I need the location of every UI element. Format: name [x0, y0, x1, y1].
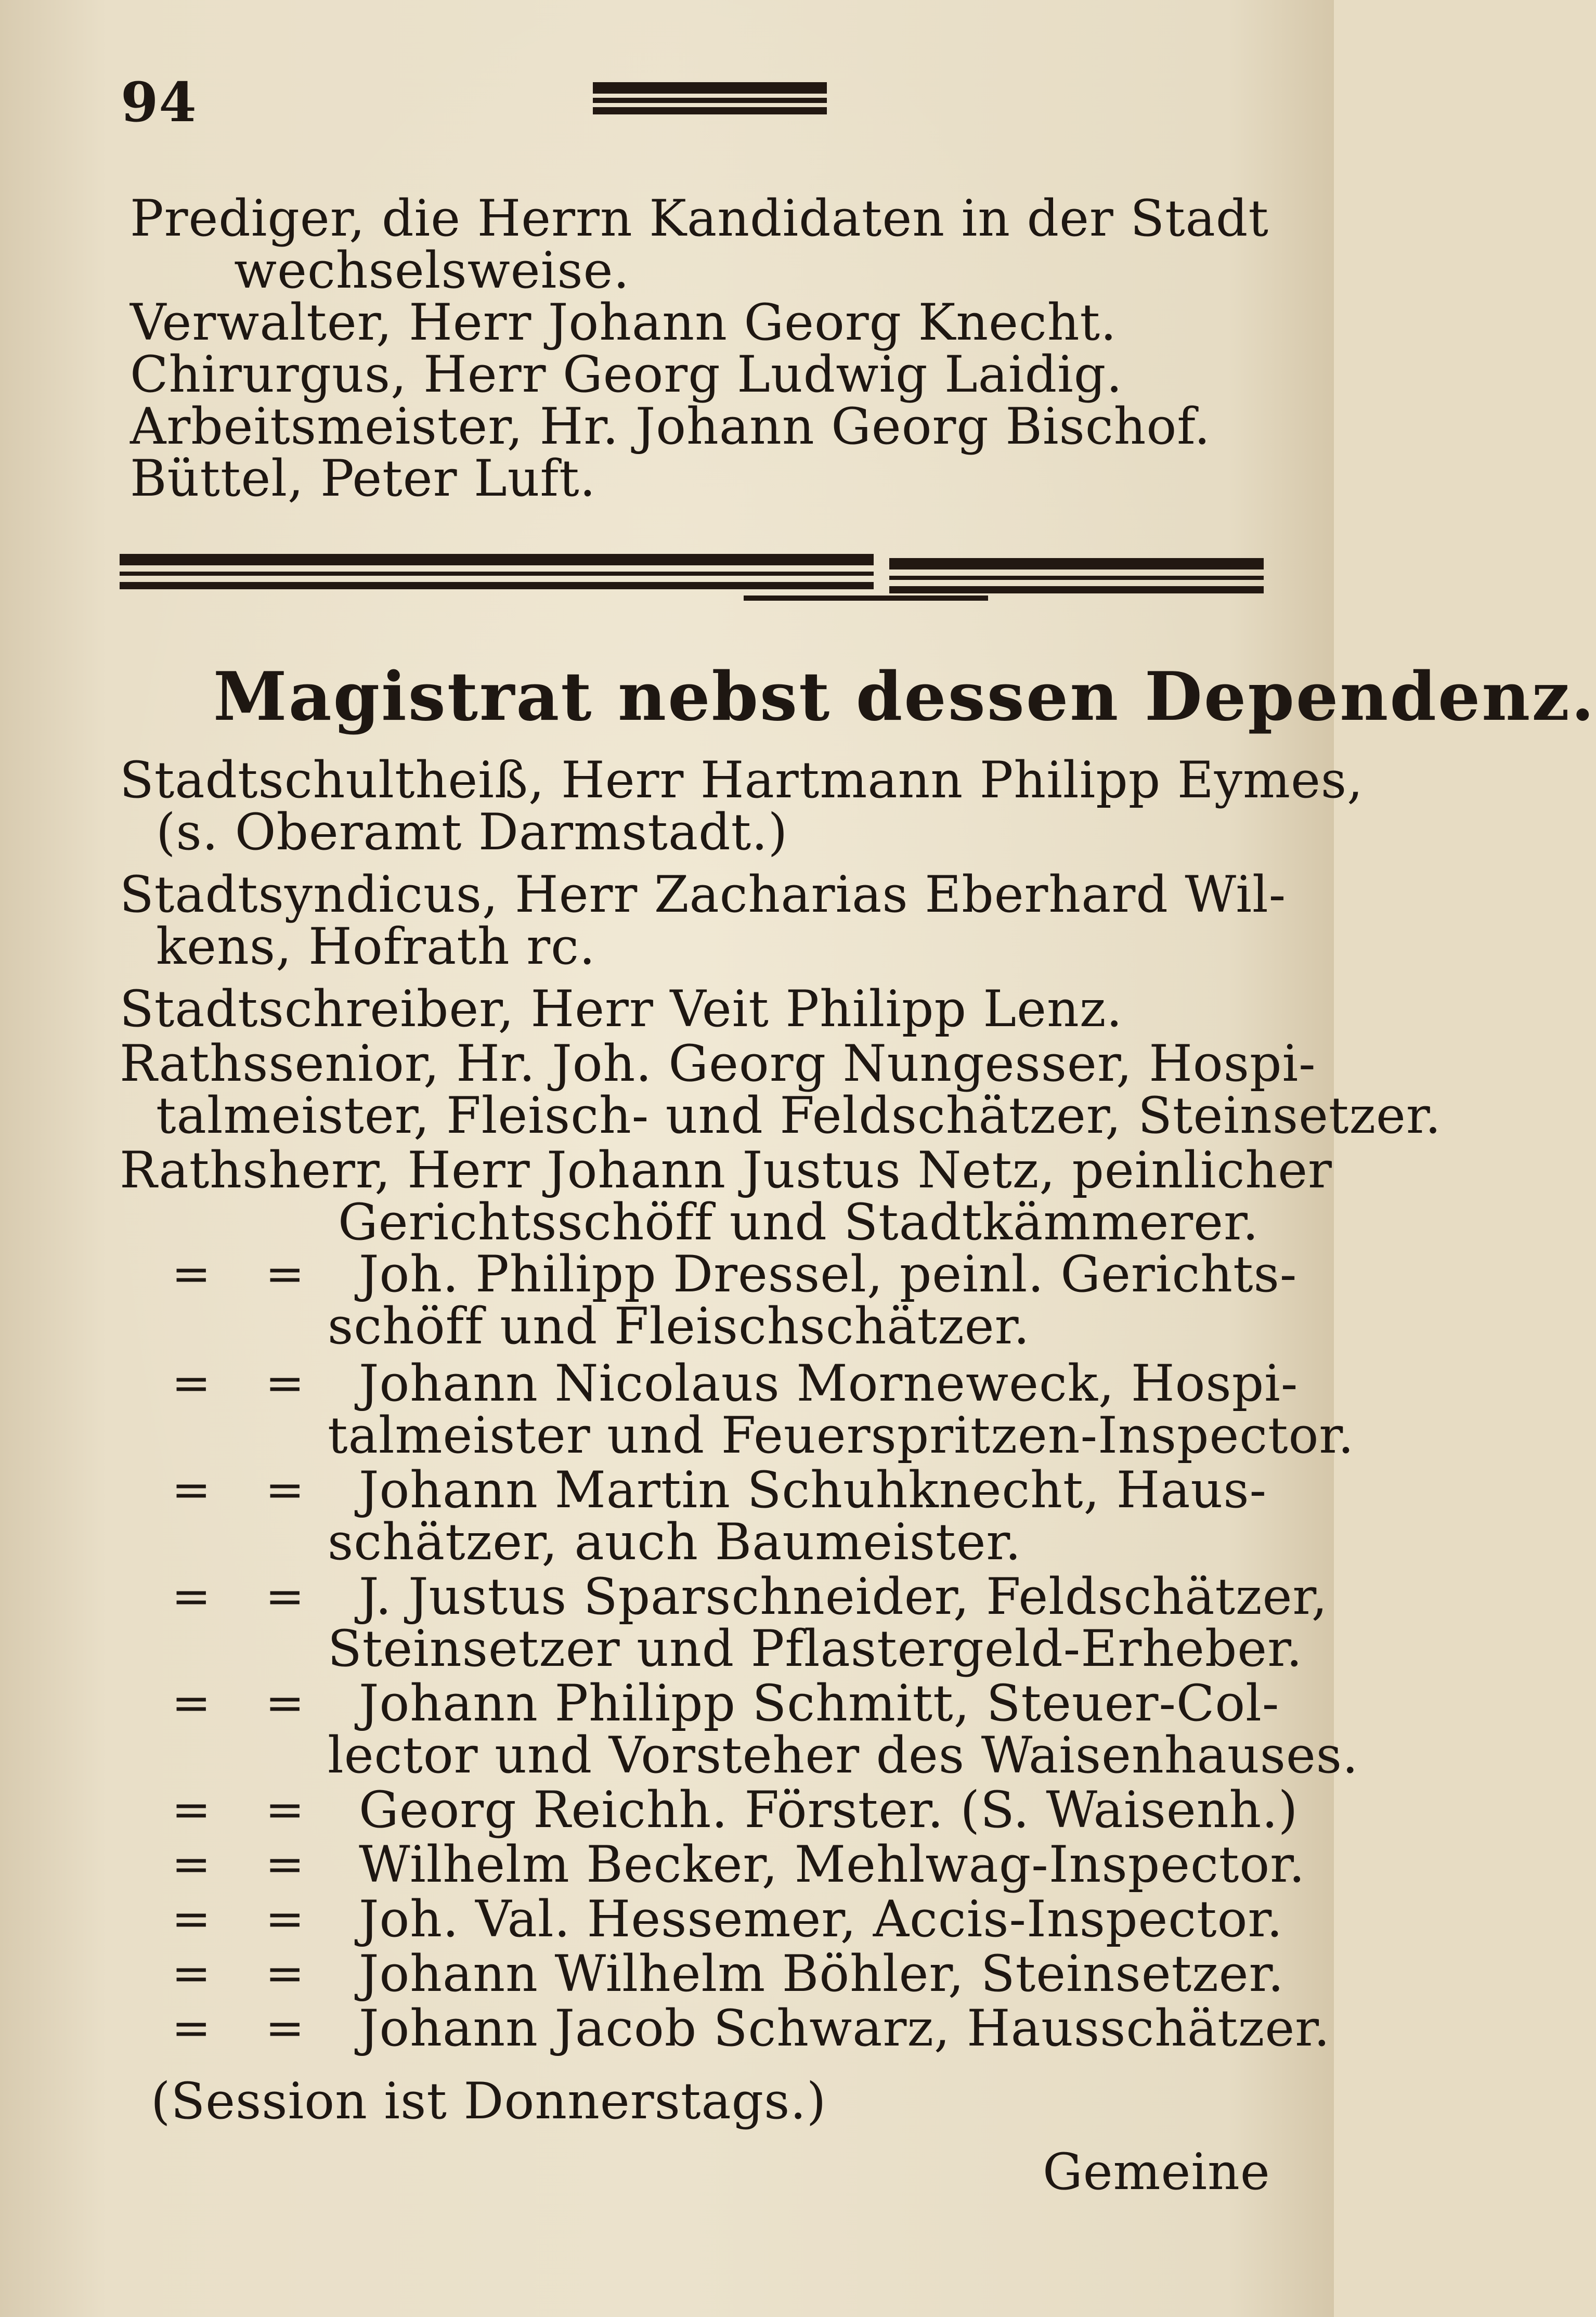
ditto-mark: = [265, 1676, 305, 1730]
ditto-mark: = [172, 1462, 211, 1517]
text-line-session: (Session ist Donnerstags.) [151, 2072, 827, 2130]
text-line-boehler: Johann Wilhelm Böhler, Steinsetzer. [359, 1945, 1284, 2003]
text-line-dressel-cont: schöff und Fleischschätzer. [328, 1297, 1030, 1355]
ditto-mark: = [172, 1569, 211, 1624]
text-line-stadtschultheiss: Stadtschultheiß, Herr Hartmann Philipp Eymes, [120, 751, 1364, 809]
ditto-mark: = [265, 1946, 305, 2001]
ditto-mark: = [265, 1892, 305, 1946]
text-line-schmitt-cont: lector und Vorsteher des Waisenhauses. [328, 1726, 1359, 1784]
text-line-morneweck-cont: talmeister und Feuerspritzen-Inspector. [328, 1406, 1355, 1465]
text-line-schuhknecht: Johann Martin Schuhknecht, Haus- [359, 1461, 1267, 1519]
text-line-dressel: Joh. Philipp Dressel, peinl. Gerichts- [359, 1245, 1297, 1303]
ditto-mark: = [265, 1569, 305, 1624]
text-line-becker: Wilhelm Becker, Mehlwag-Inspector. [359, 1835, 1305, 1894]
ditto-mark: = [172, 2001, 211, 2055]
ditto-mark: = [265, 1837, 305, 1892]
text-line-stadtschreiber: Stadtschreiber, Herr Veit Philipp Lenz. [120, 980, 1123, 1038]
text-line-reichh: Georg Reichh. Förster. (S. Waisenh.) [359, 1781, 1299, 1839]
ditto-mark: = [265, 2001, 305, 2055]
text-line-rathssenior-cont: talmeister, Fleisch- und Feldschätzer, Steinsetzer. [156, 1086, 1442, 1145]
text-line-schuhknecht-cont: schätzer, auch Baumeister. [328, 1513, 1022, 1571]
text-line-prediger-cont: wechselsweise. [234, 241, 630, 300]
section-divider [120, 554, 1264, 611]
text-line-chirurgus: Chirurgus, Herr Georg Ludwig Laidig. [130, 345, 1123, 404]
ditto-mark: = [172, 1676, 211, 1730]
text-line-rathssenior: Rathssenior, Hr. Joh. Georg Nungesser, Hospi- [120, 1034, 1316, 1093]
ditto-mark: = [265, 1356, 305, 1410]
text-line-schmitt: Johann Philipp Schmitt, Steuer-Col- [359, 1674, 1280, 1732]
catchword: Gemeine [1043, 2143, 1270, 2201]
ditto-mark: = [172, 1837, 211, 1892]
section-heading: Magistrat nebst dessen Dependenz. [213, 658, 1596, 736]
text-line-stadtschultheiss-cont: (s. Oberamt Darmstadt.) [156, 803, 788, 861]
text-line-prediger: Prediger, die Herrn Kandidaten in der Stadt [130, 189, 1269, 248]
text-line-buettel: Büttel, Peter Luft. [130, 449, 596, 508]
ditto-mark: = [265, 1462, 305, 1517]
page-number: 94 [121, 70, 197, 134]
ditto-mark: = [172, 1782, 211, 1837]
text-line-sparschneider: J. Justus Sparschneider, Feldschätzer, [359, 1568, 1328, 1626]
header-ornament [593, 78, 827, 120]
text-line-schwarz: Johann Jacob Schwarz, Hausschätzer. [359, 1999, 1330, 2057]
ditto-mark: = [172, 1946, 211, 2001]
ditto-mark: = [172, 1247, 211, 1301]
ditto-mark: = [172, 1356, 211, 1410]
text-line-stadtsyndicus-cont: kens, Hofrath rc. [156, 917, 596, 976]
text-line-rathsherr: Rathsherr, Herr Johann Justus Netz, peinlicher [120, 1141, 1332, 1199]
text-line-rathsherr-cont: Gerichtsschöff und Stadtkämmerer. [338, 1193, 1259, 1251]
text-line-morneweck: Johann Nicolaus Morneweck, Hospi- [359, 1354, 1299, 1413]
text-line-verwalter: Verwalter, Herr Johann Georg Knecht. [130, 293, 1117, 352]
ditto-mark: = [265, 1247, 305, 1301]
ditto-mark: = [265, 1782, 305, 1837]
text-line-stadtsyndicus: Stadtsyndicus, Herr Zacharias Eberhard Wil- [120, 865, 1287, 924]
text-line-arbeitsmeister: Arbeitsmeister, Hr. Johann Georg Bischof. [130, 397, 1211, 456]
ditto-mark: = [172, 1892, 211, 1946]
text-line-sparschneider-cont: Steinsetzer und Pflastergeld-Erheber. [328, 1620, 1303, 1678]
text-line-hessemer: Joh. Val. Hessemer, Accis-Inspector. [359, 1890, 1283, 1948]
